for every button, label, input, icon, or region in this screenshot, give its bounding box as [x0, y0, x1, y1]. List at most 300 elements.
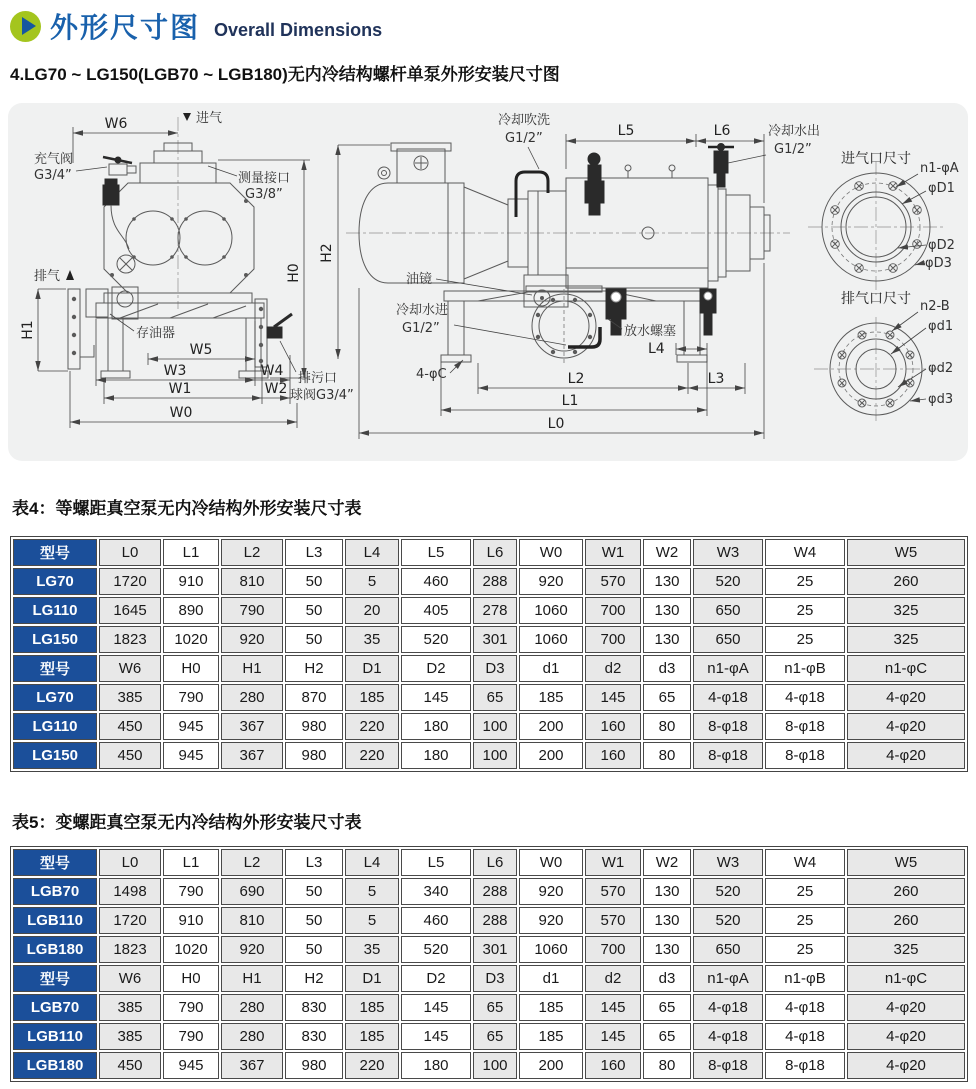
value-cell: 810 — [221, 907, 283, 934]
label-charge-valve-size: G3/4” — [34, 168, 72, 183]
value-cell: 385 — [99, 1023, 161, 1050]
column-header: n1-φC — [847, 965, 965, 992]
value-cell: 460 — [401, 907, 471, 934]
model-column-header: 型号 — [13, 539, 97, 566]
value-cell: 185 — [519, 684, 583, 711]
value-cell: 520 — [693, 907, 763, 934]
value-cell: 200 — [519, 713, 583, 740]
value-cell: 8-φ18 — [693, 742, 763, 769]
column-header: D1 — [345, 655, 399, 682]
header-row — [13, 655, 965, 682]
column-header: d1 — [519, 655, 583, 682]
value-cell: 200 — [519, 742, 583, 769]
value-cell: 35 — [345, 626, 399, 653]
value-cell: 50 — [285, 936, 343, 963]
dim-label-w5: W5 — [189, 342, 213, 358]
label-measure-port-size: G3/8” — [245, 187, 283, 202]
column-header: n1-φA — [693, 655, 763, 682]
label-oil-sight: 油镜 — [406, 272, 433, 287]
value-cell: 450 — [99, 742, 161, 769]
value-cell: 570 — [585, 878, 641, 905]
value-cell: 260 — [847, 878, 965, 905]
value-cell: 65 — [643, 1023, 691, 1050]
column-header: D3 — [473, 655, 517, 682]
dimension-table-5 — [10, 846, 968, 1082]
value-cell: 65 — [643, 994, 691, 1021]
column-header: W1 — [585, 849, 641, 876]
label-phi-d2: φd2 — [928, 361, 954, 376]
table-row — [13, 742, 965, 769]
value-cell: 1020 — [163, 936, 219, 963]
value-cell: 325 — [847, 936, 965, 963]
value-cell: 367 — [221, 742, 283, 769]
value-cell: 5 — [345, 878, 399, 905]
value-cell: 80 — [643, 742, 691, 769]
value-cell: 145 — [585, 994, 641, 1021]
inlet-port-view — [808, 150, 959, 295]
value-cell: 185 — [519, 1023, 583, 1050]
column-header: D2 — [401, 965, 471, 992]
value-cell: 790 — [163, 1023, 219, 1050]
value-cell: 1498 — [99, 878, 161, 905]
dim-label-l0: L0 — [547, 416, 565, 432]
column-header: W6 — [99, 655, 161, 682]
value-cell: 1823 — [99, 936, 161, 963]
value-cell: 920 — [221, 936, 283, 963]
value-cell: 8-φ18 — [693, 713, 763, 740]
dim-label-w1: W1 — [168, 381, 192, 397]
front-view-dimensions — [20, 110, 354, 428]
model-column-header: 型号 — [13, 849, 97, 876]
value-cell: 8-φ18 — [765, 713, 845, 740]
value-cell: 25 — [765, 626, 845, 653]
model-cell: LG150 — [13, 742, 97, 769]
value-cell: 130 — [643, 597, 691, 624]
table-row — [13, 1052, 965, 1079]
doc-header — [10, 6, 382, 46]
value-cell: 180 — [401, 713, 471, 740]
value-cell: 185 — [519, 994, 583, 1021]
label-cooling-in-size: G1/2” — [402, 321, 440, 336]
value-cell: 280 — [221, 684, 283, 711]
column-header: W0 — [519, 849, 583, 876]
column-header: W3 — [693, 539, 763, 566]
dim-label-h1: H1 — [20, 320, 36, 340]
label-charge-valve: 充气阀 — [34, 152, 74, 167]
value-cell: 130 — [643, 626, 691, 653]
column-header: W4 — [765, 849, 845, 876]
column-header: d3 — [643, 965, 691, 992]
value-cell: 4-φ18 — [765, 994, 845, 1021]
value-cell: 5 — [345, 568, 399, 595]
label-phi-D3: φD3 — [925, 256, 952, 271]
label-exhaust: 排气 — [34, 269, 61, 284]
value-cell: 180 — [401, 742, 471, 769]
model-cell: LGB180 — [13, 1052, 97, 1079]
value-cell: 180 — [401, 1052, 471, 1079]
value-cell: 100 — [473, 742, 517, 769]
dim-label-l4: L4 — [648, 341, 665, 357]
page-title: 外形尺寸图 — [50, 12, 201, 43]
value-cell: 145 — [401, 994, 471, 1021]
value-cell: 220 — [345, 713, 399, 740]
value-cell: 650 — [693, 597, 763, 624]
model-cell: LG70 — [13, 684, 97, 711]
column-header: L0 — [99, 849, 161, 876]
label-n1-phiA: n1-φA — [920, 161, 959, 176]
column-header: W3 — [693, 849, 763, 876]
column-header: L1 — [163, 849, 219, 876]
value-cell: 25 — [765, 568, 845, 595]
play-triangle-icon — [22, 17, 36, 35]
value-cell: 450 — [99, 713, 161, 740]
value-cell: 185 — [345, 1023, 399, 1050]
value-cell: 700 — [585, 936, 641, 963]
value-cell: 650 — [693, 936, 763, 963]
column-header: W2 — [643, 849, 691, 876]
dim-label-l6: L6 — [713, 123, 731, 139]
value-cell: 460 — [401, 568, 471, 595]
value-cell: 8-φ18 — [765, 742, 845, 769]
value-cell: 50 — [285, 626, 343, 653]
column-header: L3 — [285, 849, 343, 876]
value-cell: 4-φ20 — [847, 1052, 965, 1079]
label-cooling-in: 冷却水进 — [396, 303, 449, 318]
front-view — [68, 117, 292, 378]
value-cell: 520 — [693, 568, 763, 595]
label-n2-B: n2-B — [920, 299, 950, 314]
value-cell: 130 — [643, 907, 691, 934]
column-header: D3 — [473, 965, 517, 992]
value-cell: 301 — [473, 936, 517, 963]
column-header: L6 — [473, 849, 517, 876]
dim-label-w3: W3 — [163, 363, 187, 379]
value-cell: 160 — [585, 1052, 641, 1079]
value-cell: 910 — [163, 907, 219, 934]
dim-label-l5: L5 — [617, 123, 635, 139]
table-row — [13, 684, 965, 711]
value-cell: 1645 — [99, 597, 161, 624]
value-cell: 1720 — [99, 907, 161, 934]
exhaust-port-view — [814, 290, 953, 421]
label-cooling-out-size: G1/2” — [774, 142, 812, 157]
table-row — [13, 1023, 965, 1050]
section-title: 4.LG70 ~ LG150(LGB70 ~ LGB180)无内冷结构螺杆单泵外形安装尺寸图 — [10, 65, 560, 84]
value-cell: 325 — [847, 597, 965, 624]
dim-label-w6: W6 — [104, 116, 128, 132]
drawing-panel — [8, 103, 968, 461]
dim-label-l1: L1 — [561, 393, 579, 409]
label-anchor-holes: 4-φC — [416, 367, 447, 382]
model-cell: LG150 — [13, 626, 97, 653]
label-inlet-port-title: 进气口尺寸 — [841, 151, 911, 167]
value-cell: 520 — [401, 936, 471, 963]
value-cell: 367 — [221, 713, 283, 740]
label-cooling-out: 冷却水出 — [768, 124, 821, 139]
column-header: L0 — [99, 539, 161, 566]
value-cell: 4-φ20 — [847, 713, 965, 740]
label-cooling-purge: 冷却吹洗 — [498, 113, 551, 128]
column-header: d1 — [519, 965, 583, 992]
value-cell: 278 — [473, 597, 517, 624]
value-cell: 910 — [163, 568, 219, 595]
label-intake: 进气 — [196, 111, 223, 126]
column-header: D1 — [345, 965, 399, 992]
value-cell: 405 — [401, 597, 471, 624]
table-row — [13, 713, 965, 740]
value-cell: 145 — [401, 1023, 471, 1050]
label-phi-D1: φD1 — [928, 181, 955, 196]
column-header: W2 — [643, 539, 691, 566]
value-cell: 145 — [401, 684, 471, 711]
value-cell: 4-φ20 — [847, 1023, 965, 1050]
value-cell: 50 — [285, 878, 343, 905]
column-header: H1 — [221, 655, 283, 682]
value-cell: 890 — [163, 597, 219, 624]
value-cell: 65 — [643, 684, 691, 711]
model-cell: LGB180 — [13, 936, 97, 963]
table-row — [13, 568, 965, 595]
column-header: L6 — [473, 539, 517, 566]
value-cell: 130 — [643, 878, 691, 905]
dimension-table-4 — [10, 536, 968, 772]
label-measure-port: 测量接口 — [238, 171, 291, 186]
dim-label-w2: W2 — [264, 381, 288, 397]
value-cell: 145 — [585, 1023, 641, 1050]
value-cell: 700 — [585, 597, 641, 624]
column-header: L1 — [163, 539, 219, 566]
header-row — [13, 849, 965, 876]
table-row — [13, 597, 965, 624]
value-cell: 980 — [285, 713, 343, 740]
value-cell: 65 — [473, 994, 517, 1021]
column-header: H2 — [285, 965, 343, 992]
value-cell: 1020 — [163, 626, 219, 653]
model-cell: LG110 — [13, 597, 97, 624]
value-cell: 830 — [285, 994, 343, 1021]
value-cell: 790 — [163, 684, 219, 711]
value-cell: 340 — [401, 878, 471, 905]
column-header: H2 — [285, 655, 343, 682]
label-drain-plug: 放水螺塞 — [624, 324, 677, 339]
column-header: L4 — [345, 539, 399, 566]
value-cell: 260 — [847, 907, 965, 934]
value-cell: 1060 — [519, 936, 583, 963]
value-cell: 830 — [285, 1023, 343, 1050]
value-cell: 260 — [847, 568, 965, 595]
value-cell: 8-φ18 — [765, 1052, 845, 1079]
model-cell: LGB70 — [13, 994, 97, 1021]
value-cell: 4-φ18 — [693, 994, 763, 1021]
value-cell: 1060 — [519, 597, 583, 624]
column-header: L4 — [345, 849, 399, 876]
value-cell: 920 — [519, 907, 583, 934]
dim-label-w4: W4 — [260, 363, 284, 379]
label-oil-reservoir: 存油器 — [136, 326, 176, 341]
column-header: W4 — [765, 539, 845, 566]
value-cell: 25 — [765, 936, 845, 963]
column-header: W1 — [585, 539, 641, 566]
header-row — [13, 539, 965, 566]
side-view-dimensions — [319, 112, 820, 439]
column-header: d2 — [585, 965, 641, 992]
value-cell: 690 — [221, 878, 283, 905]
value-cell: 520 — [693, 878, 763, 905]
table4-caption: 表4：等螺距真空泵无内冷结构外形安装尺寸表 — [12, 499, 362, 518]
value-cell: 100 — [473, 1052, 517, 1079]
value-cell: 945 — [163, 1052, 219, 1079]
label-phi-d1: φd1 — [928, 319, 954, 334]
value-cell: 920 — [519, 878, 583, 905]
value-cell: 130 — [643, 568, 691, 595]
value-cell: 450 — [99, 1052, 161, 1079]
value-cell: 700 — [585, 626, 641, 653]
table-row — [13, 626, 965, 653]
column-header: H0 — [163, 965, 219, 992]
value-cell: 790 — [221, 597, 283, 624]
header-row — [13, 965, 965, 992]
page-title-en: Overall Dimensions — [214, 19, 383, 40]
column-header: W6 — [99, 965, 161, 992]
value-cell: 4-φ18 — [765, 684, 845, 711]
value-cell: 790 — [163, 994, 219, 1021]
table-row — [13, 936, 965, 963]
value-cell: 570 — [585, 568, 641, 595]
value-cell: 160 — [585, 713, 641, 740]
value-cell: 980 — [285, 742, 343, 769]
play-icon — [10, 11, 41, 42]
column-header: H1 — [221, 965, 283, 992]
value-cell: 4-φ20 — [847, 742, 965, 769]
value-cell: 50 — [285, 907, 343, 934]
model-cell: LGB110 — [13, 907, 97, 934]
value-cell: 5 — [345, 907, 399, 934]
column-header: W0 — [519, 539, 583, 566]
value-cell: 25 — [765, 878, 845, 905]
label-phi-D2: φD2 — [928, 238, 955, 253]
value-cell: 4-φ20 — [847, 684, 965, 711]
model-column-header: 型号 — [13, 655, 97, 682]
value-cell: 1060 — [519, 626, 583, 653]
column-header: n1-φB — [765, 655, 845, 682]
value-cell: 810 — [221, 568, 283, 595]
value-cell: 1720 — [99, 568, 161, 595]
label-phi-d3: φd3 — [928, 392, 954, 407]
value-cell: 288 — [473, 878, 517, 905]
column-header: L5 — [401, 849, 471, 876]
value-cell: 4-φ18 — [693, 684, 763, 711]
value-cell: 100 — [473, 713, 517, 740]
value-cell: 945 — [163, 713, 219, 740]
value-cell: 65 — [473, 1023, 517, 1050]
value-cell: 650 — [693, 626, 763, 653]
value-cell: 8-φ18 — [693, 1052, 763, 1079]
label-cooling-purge-size: G1/2” — [505, 131, 543, 146]
value-cell: 80 — [643, 713, 691, 740]
table-row — [13, 994, 965, 1021]
value-cell: 4-φ18 — [765, 1023, 845, 1050]
column-header: H0 — [163, 655, 219, 682]
column-header: D2 — [401, 655, 471, 682]
value-cell: 920 — [519, 568, 583, 595]
model-cell: LG110 — [13, 713, 97, 740]
value-cell: 25 — [765, 907, 845, 934]
model-cell: LGB70 — [13, 878, 97, 905]
value-cell: 50 — [285, 597, 343, 624]
model-cell: LG70 — [13, 568, 97, 595]
value-cell: 25 — [765, 597, 845, 624]
dim-label-l2: L2 — [567, 371, 585, 387]
value-cell: 385 — [99, 684, 161, 711]
value-cell: 570 — [585, 907, 641, 934]
value-cell: 288 — [473, 907, 517, 934]
value-cell: 1823 — [99, 626, 161, 653]
value-cell: 185 — [345, 684, 399, 711]
column-header: L2 — [221, 539, 283, 566]
column-header: L2 — [221, 849, 283, 876]
value-cell: 520 — [401, 626, 471, 653]
table-row — [13, 878, 965, 905]
value-cell: 980 — [285, 1052, 343, 1079]
value-cell: 160 — [585, 742, 641, 769]
pump-dimension-drawing — [8, 103, 968, 461]
label-drain-valve: 球阀G3/4” — [290, 388, 354, 403]
dim-label-w0: W0 — [169, 405, 193, 421]
value-cell: 945 — [163, 742, 219, 769]
value-cell: 280 — [221, 1023, 283, 1050]
value-cell: 220 — [345, 1052, 399, 1079]
value-cell: 870 — [285, 684, 343, 711]
value-cell: 288 — [473, 568, 517, 595]
column-header: n1-φC — [847, 655, 965, 682]
column-header: L5 — [401, 539, 471, 566]
column-header: d3 — [643, 655, 691, 682]
value-cell: 50 — [285, 568, 343, 595]
label-drain-port: 排污口 — [298, 371, 338, 386]
value-cell: 4-φ18 — [693, 1023, 763, 1050]
value-cell: 185 — [345, 994, 399, 1021]
table5-caption: 表5：变螺距真空泵无内冷结构外形安装尺寸表 — [12, 813, 362, 832]
column-header: n1-φA — [693, 965, 763, 992]
model-column-header: 型号 — [13, 965, 97, 992]
model-cell: LGB110 — [13, 1023, 97, 1050]
value-cell: 80 — [643, 1052, 691, 1079]
value-cell: 35 — [345, 936, 399, 963]
value-cell: 145 — [585, 684, 641, 711]
value-cell: 200 — [519, 1052, 583, 1079]
value-cell: 220 — [345, 742, 399, 769]
value-cell: 301 — [473, 626, 517, 653]
value-cell: 325 — [847, 626, 965, 653]
value-cell: 280 — [221, 994, 283, 1021]
value-cell: 385 — [99, 994, 161, 1021]
value-cell: 65 — [473, 684, 517, 711]
value-cell: 367 — [221, 1052, 283, 1079]
column-header: n1-φB — [765, 965, 845, 992]
table-row — [13, 907, 965, 934]
value-cell: 20 — [345, 597, 399, 624]
column-header: L3 — [285, 539, 343, 566]
dim-label-h0: H0 — [286, 263, 302, 283]
value-cell: 4-φ20 — [847, 994, 965, 1021]
dim-label-h2: H2 — [319, 243, 335, 263]
value-cell: 130 — [643, 936, 691, 963]
column-header: W5 — [847, 849, 965, 876]
column-header: W5 — [847, 539, 965, 566]
dim-label-l3: L3 — [707, 371, 725, 387]
value-cell: 790 — [163, 878, 219, 905]
value-cell: 920 — [221, 626, 283, 653]
